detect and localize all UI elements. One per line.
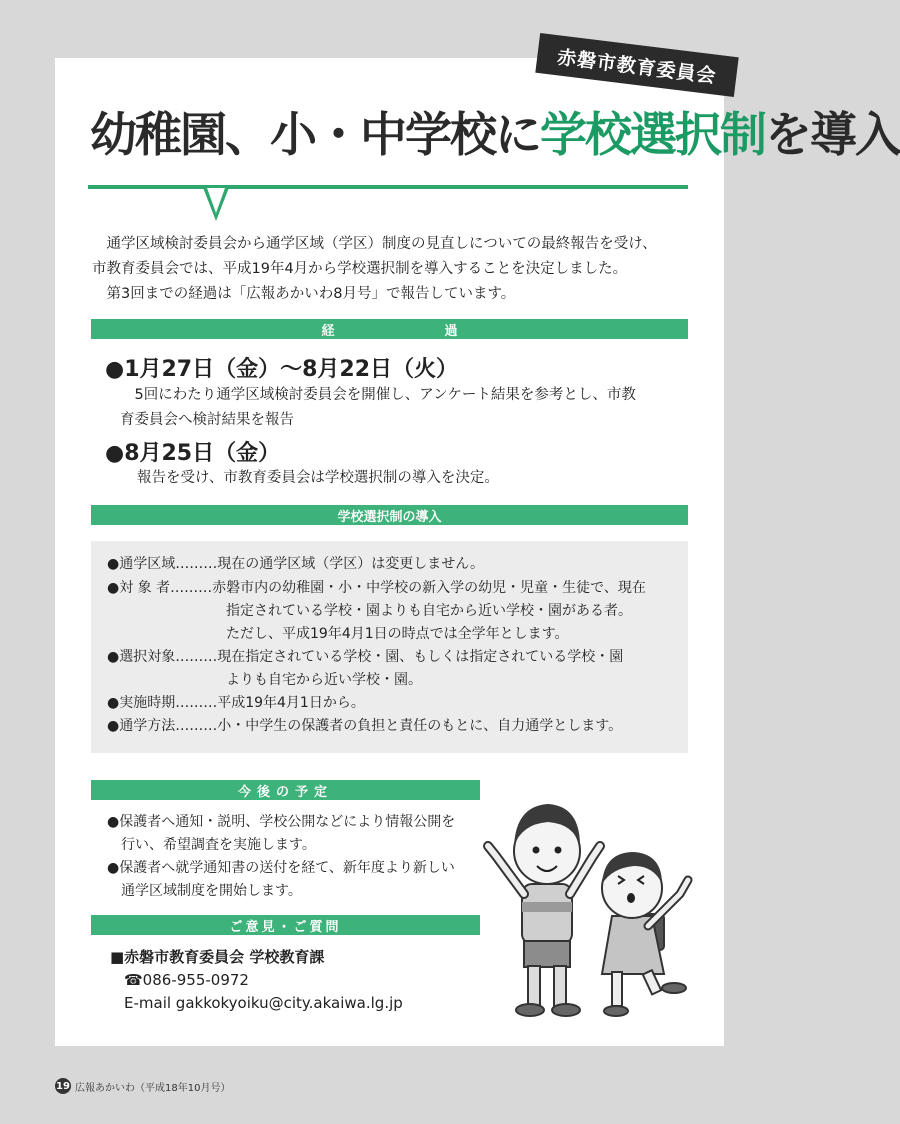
info-row-cont: ただし、平成19年4月1日の時点では全学年とします。 bbox=[226, 626, 569, 642]
info-row: ●選択対象………現在指定されている学校・園、もしくは指定されている学校・園 bbox=[107, 649, 624, 665]
title-pointer bbox=[202, 185, 230, 223]
page-number-badge: 19 bbox=[55, 1078, 71, 1094]
publication-name: 広報あかいわ（平成18年10月号） bbox=[75, 1083, 231, 1094]
contact-department: ■赤磐市教育委員会 学校教育課 bbox=[110, 948, 325, 966]
progress-item-heading: ●1月27日（金）～8月22日（火） bbox=[105, 357, 459, 382]
intro-paragraph bbox=[92, 232, 692, 307]
band-label: 今後の予定 bbox=[237, 784, 333, 800]
contact-email[interactable]: E-mail gakkokyoiku@city.akaiwa.lg.jp bbox=[124, 994, 403, 1012]
list-item: 通学区域制度を開始します。 bbox=[121, 883, 302, 899]
body-line: 報告を受け、市教育委員会は学校選択制の導入を決定。 bbox=[137, 470, 499, 486]
progress-item-heading: ●8月25日（金） bbox=[105, 441, 281, 466]
children-illustration bbox=[484, 776, 699, 1026]
info-row: ●通学区域………現在の通学区域（学区）は変更しません。 bbox=[107, 556, 485, 572]
intro-line: 市教育委員会では、平成19年4月から学校選択制を導入することを決定しました。 bbox=[92, 261, 628, 277]
title-part1: 幼稚園、小・中学校に bbox=[90, 108, 540, 163]
progress-item-body bbox=[137, 466, 697, 491]
contact-phone[interactable]: ☎086-955-0972 bbox=[124, 971, 249, 989]
title-part2: を導入 bbox=[765, 108, 900, 163]
contact-block bbox=[110, 946, 403, 1015]
list-item: ●保護者へ通知・説明、学校公開などにより情報公開を bbox=[107, 814, 456, 830]
info-row: ●通学方法………小・中学生の保護者の負担と責任のもとに、自力通学とします。 bbox=[107, 718, 623, 734]
progress-item-body bbox=[120, 383, 680, 433]
band-label: 経 bbox=[321, 323, 335, 339]
section-band-future bbox=[91, 780, 480, 800]
department-tag: 赤磐市教育委員会 bbox=[535, 33, 738, 97]
boy-figure-icon bbox=[488, 804, 600, 1016]
body-line: 5回にわたり通学区域検討委員会を開催し、アンケート結果を参考とし、市教 bbox=[134, 387, 636, 403]
info-row-cont: よりも自宅から近い学校・園。 bbox=[226, 672, 422, 688]
section-band-progress bbox=[91, 319, 688, 339]
list-item: 行い、希望調査を実施します。 bbox=[121, 837, 316, 853]
list-item: ●保護者へ就学通知書の送付を経て、新年度より新しい bbox=[107, 860, 455, 876]
title-underline bbox=[88, 185, 688, 189]
band-label: 学校選択制の導入 bbox=[337, 509, 442, 525]
info-row-cont: 指定されている学校・園よりも自宅から近い学校・園がある者。 bbox=[226, 603, 632, 619]
band-label: ご意見・ご質問 bbox=[229, 919, 342, 935]
section-band-system bbox=[91, 505, 688, 525]
info-row: ●実施時期………平成19年4月1日から。 bbox=[107, 695, 365, 711]
intro-line: 第3回までの経過は「広報あかいわ8月号」で報告しています。 bbox=[106, 286, 516, 302]
section-band-contact bbox=[91, 915, 480, 935]
info-row: ●対 象 者………赤磐市内の幼稚園・小・中学校の新入学の幼児・児童・生徒で、現在 bbox=[107, 580, 646, 596]
future-list bbox=[107, 811, 455, 903]
page-title bbox=[90, 108, 900, 164]
band-label: 過 bbox=[444, 323, 458, 339]
intro-line: 通学区域検討委員会から通学区域（学区）制度の見直しについての最終報告を受け、 bbox=[106, 236, 657, 252]
title-highlight: 学校選択制 bbox=[540, 108, 765, 163]
girl-figure-icon bbox=[602, 852, 688, 1016]
body-line: 育委員会へ検討結果を報告 bbox=[120, 412, 294, 428]
